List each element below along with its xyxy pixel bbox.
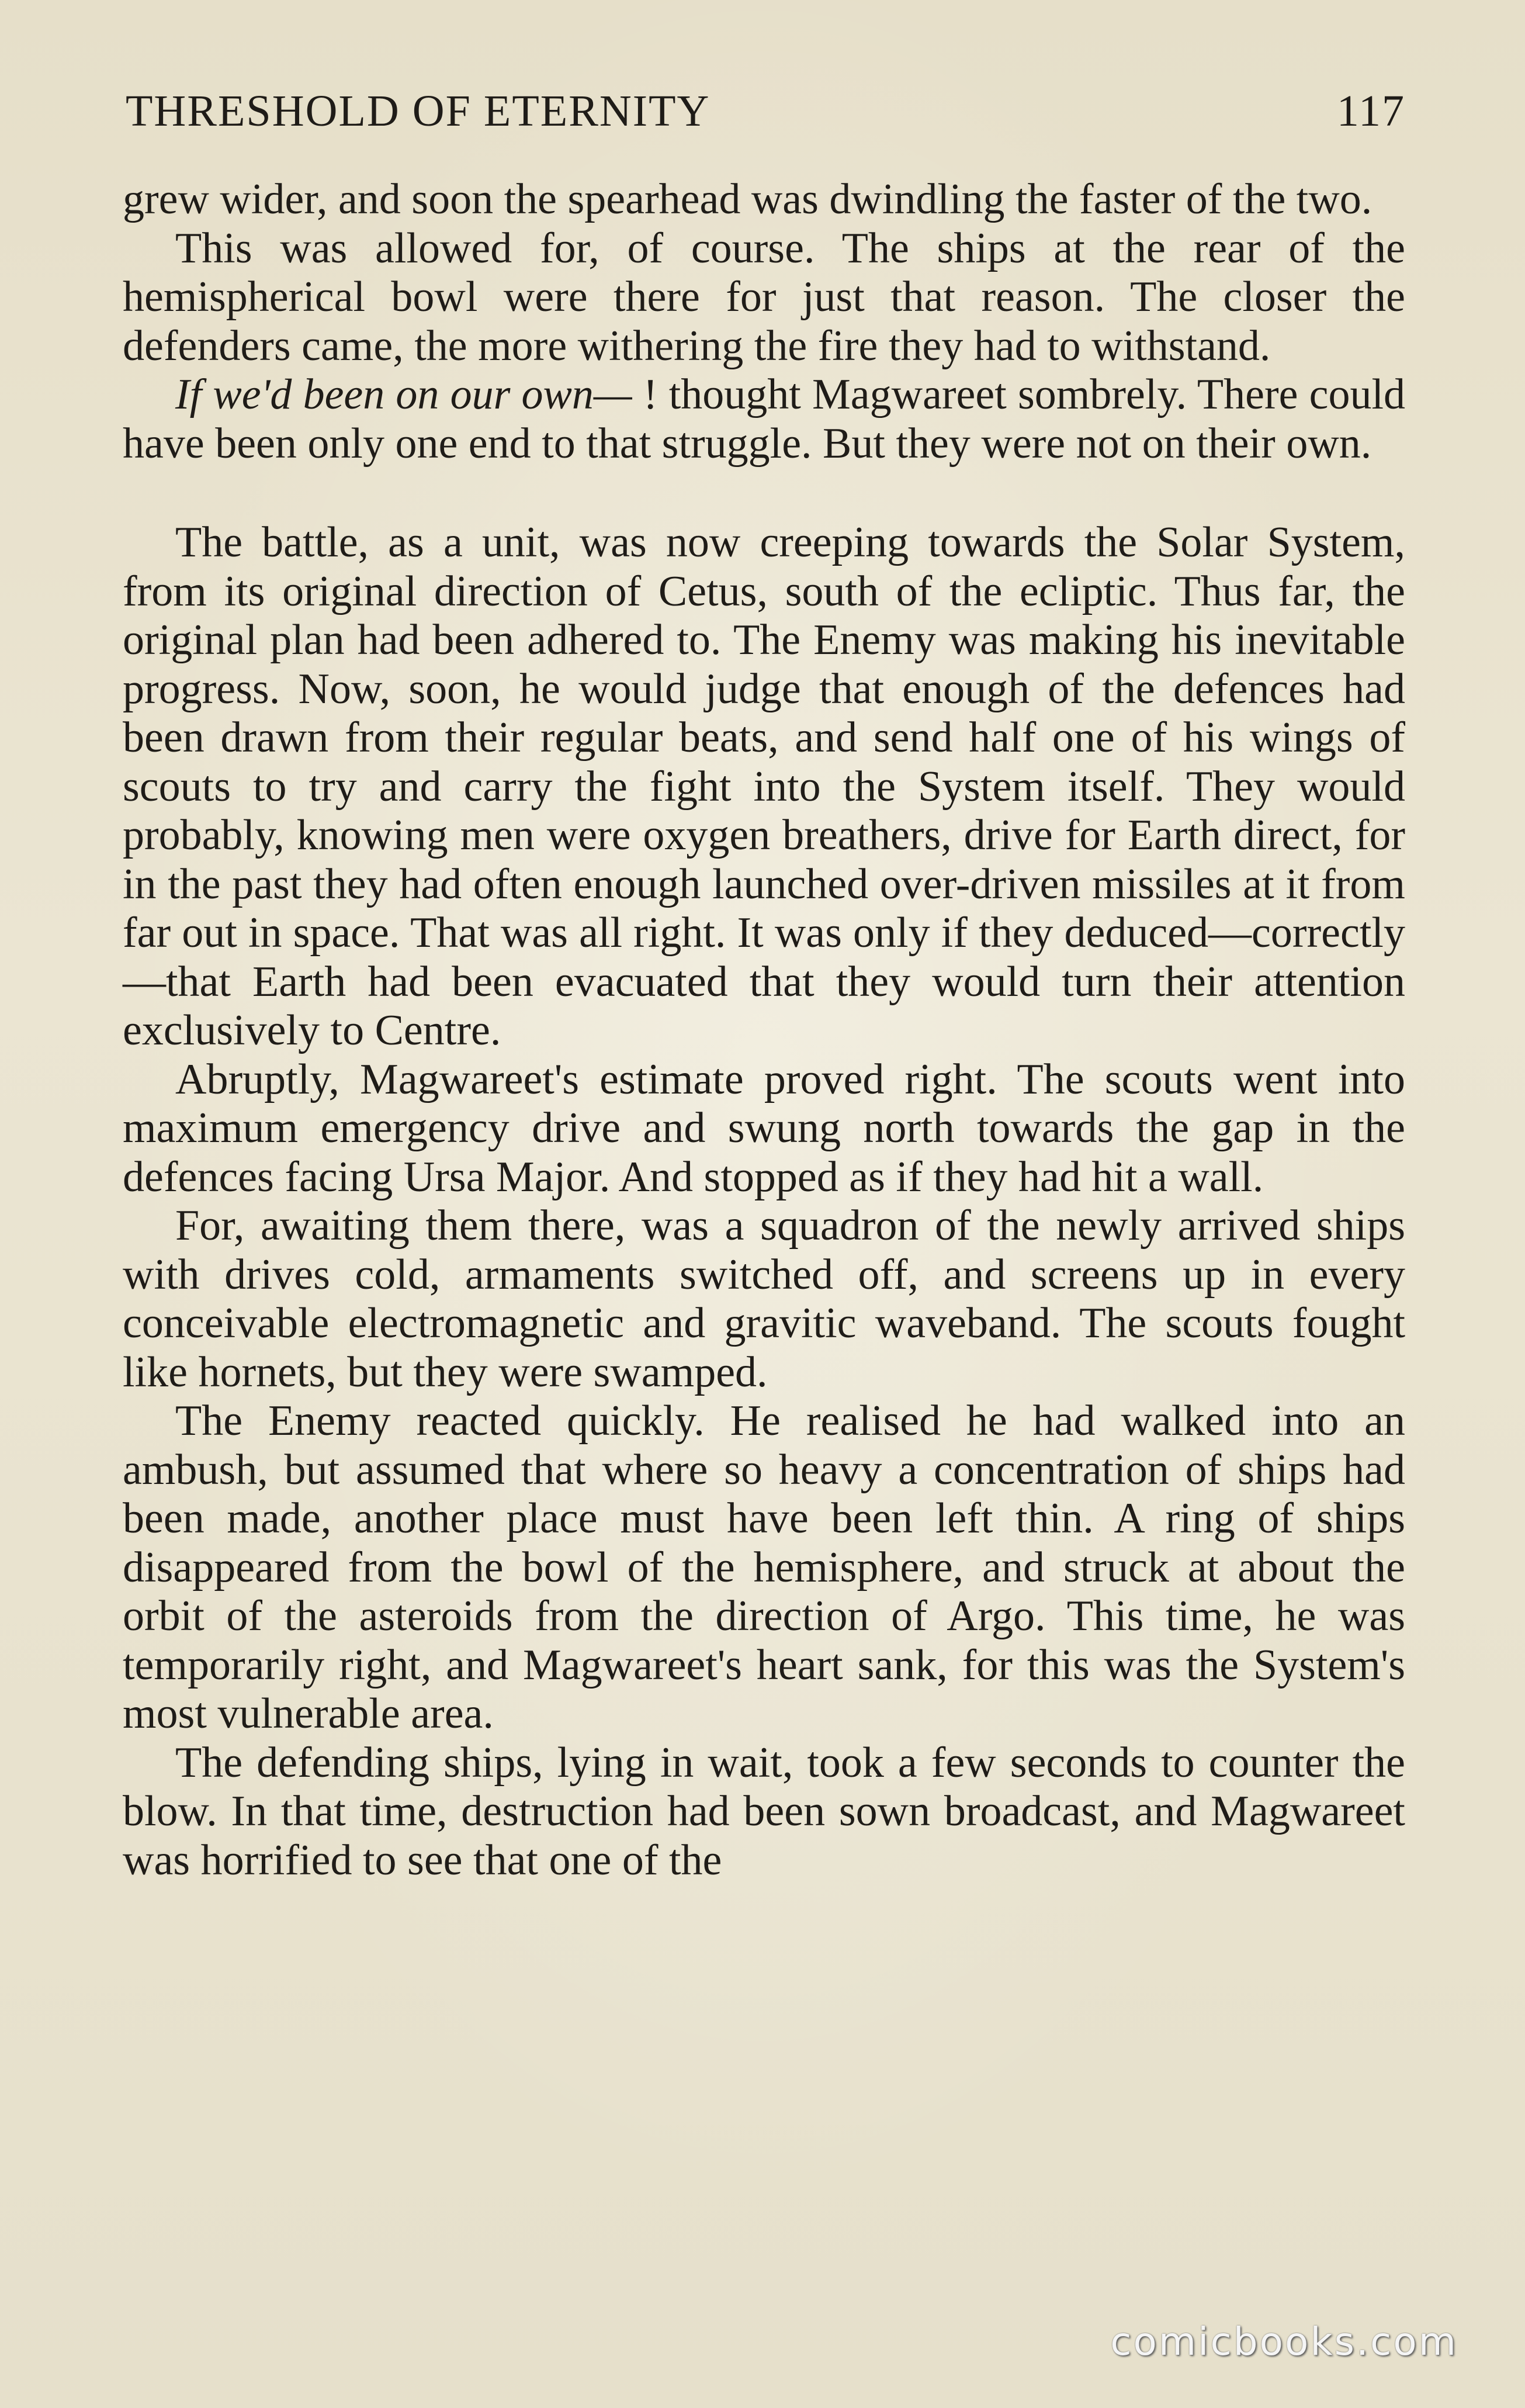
paragraph-text: Abruptly, Magwareet's estimate proved right. The scouts went into maximum emergency drive and swung north towards the gap in the defences facing Ursa Major. And stopped as if they had hit a wall. xyxy=(123,1055,1405,1201)
italic-thought: If we'd been on our own— xyxy=(175,371,632,418)
paragraph-text: grew wider, and soon the spearhead was dwindling the faster of the two. xyxy=(123,175,1372,223)
paragraph-text: This was allowed for, of course. The ships at the rear of the hemispherical bowl were there for just that reason. The closer the defenders came, the more withering the fire they had to withstand. xyxy=(123,224,1405,370)
paragraph-3 xyxy=(123,371,1405,468)
paragraph-7 xyxy=(123,1397,1405,1739)
paragraph-4 xyxy=(123,518,1405,1056)
paragraph-text: The battle, as a unit, was now creeping towards the Solar System, from its original direction of Cetus, south of the ecliptic. Thus far, the original plan had been adhered to. The Enemy was making his inevitable progress. Now, soon, he would judge that enough of the defences had been drawn from their regular beats, and send half one of his wings of scouts to try and carry the fight into the System itself. They would probably, knowing men were oxygen breathers, drive for Earth direct, for in the past they had often enough launched over-driven missiles at it from far out in space. That was all right. It was only if they deduced—correctly—that Earth had been evacuated that they would turn their attention exclusively to Centre. xyxy=(123,518,1405,1054)
paragraph-text: ! thought Magwareet sombrely. There could have been only one end to that struggle. But they were not on their own. xyxy=(123,371,1406,468)
site-watermark: comicbooks.com xyxy=(1110,2319,1458,2364)
page-body xyxy=(123,175,1405,1885)
running-header xyxy=(126,82,1405,140)
paragraph-8 xyxy=(123,1739,1405,1885)
paragraph-text: The defending ships, lying in wait, took a few seconds to counter the blow. In that time, destruction had been sown broadcast, and Magwareet was horrified to see that one of the xyxy=(123,1738,1405,1884)
paragraph-text: The Enemy reacted quickly. He realised he had walked into an ambush, but assumed that where so heavy a concentration of ships had been made, another place must have been left thin. A ring of ships disappeared from the bowl of the hemisphere, and struck at about the orbit of the asteroids from the direction of Argo. This time, he was temporarily right, and Magwareet's heart sank, for this was the System's most vulnerable area. xyxy=(123,1397,1405,1738)
paragraph-text: For, awaiting them there, was a squadron of the newly arrived ships with drives cold, armaments switched off, and screens up in every conceivable electromagnetic and gravitic waveband. The scouts fought like hornets, but they were swamped. xyxy=(123,1202,1405,1396)
paragraph-5 xyxy=(123,1056,1405,1202)
book-title: THRESHOLD OF ETERNITY xyxy=(126,86,710,136)
paragraph-1 xyxy=(123,175,1405,224)
paragraph-2 xyxy=(123,224,1405,371)
section-break xyxy=(123,468,1405,518)
page-number: 117 xyxy=(1336,86,1405,136)
paragraph-6 xyxy=(123,1202,1405,1397)
